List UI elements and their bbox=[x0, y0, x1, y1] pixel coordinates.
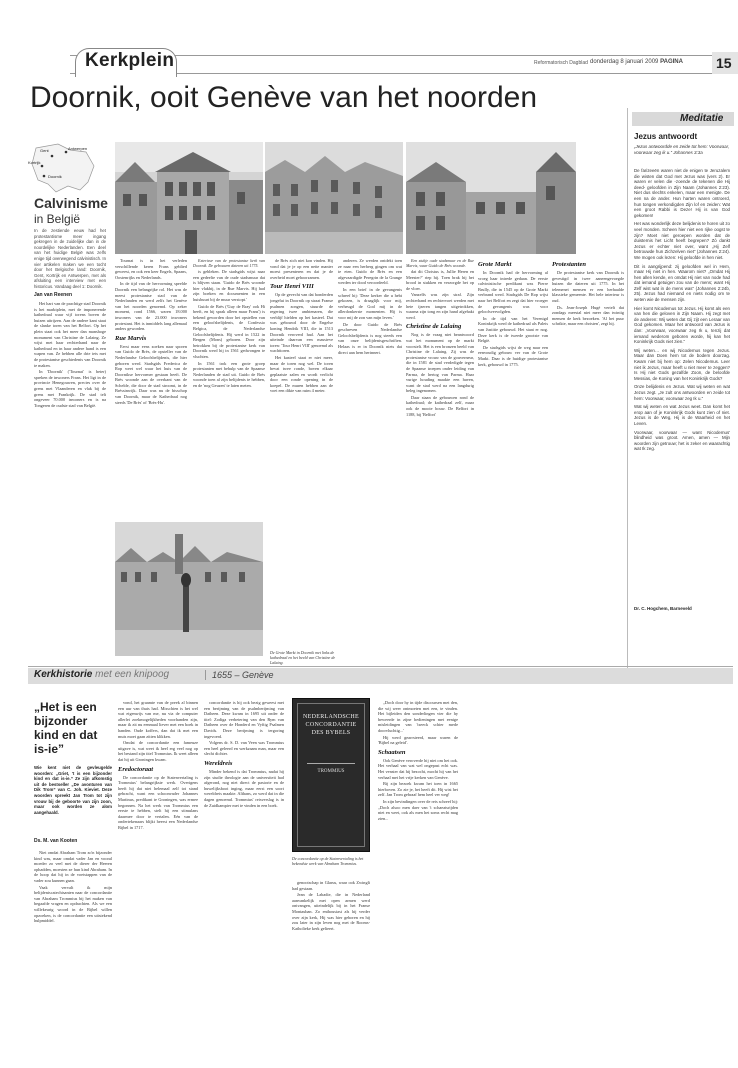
paragraph: De farizeeën waren niet de enigen te Jeruzalem die wisten dat God met Jezus was (vers 2). Er waren er velen die -zoende de tekenen die Hij deed- geloofden in Zijn Naam (Johannes 2:23). Niet dus slechts enkelen, maar een menigte. De een na de ander. Hun harten waren ontroerd, hun tongen verkondigden Zijn lof en zeiden: Wat een groot Rabbi is Deze! Hij is van God gekomen! bbox=[634, 168, 730, 218]
paragraph: Eerst maar eens zoeken naar sporen van Guido de Brès, de opsteller van de Nederlandse Geloofsbelijdenis, die hier geboren werd. Stadsgids Frederica de Rop weet wel waar het huis van de Doornikse hervormer gestaan heeft. De Brès woonde aan de overkant van de Schelde, die door de stad stroomt, in de Bréssinwijk. Daar was nu de bisschop van Doornik, maar de Kathedraal nog steeds 'De Brès' of 'Brès-Hu'. bbox=[115, 343, 187, 405]
map-outline bbox=[28, 142, 98, 197]
paragraph: Vaak vervalt ik mijn belijdeniscatechisanten naar de concordantie van Abraham Trommius bij het maken van begaafde vragen en opdrachten. Als we een willekeurig woord in de Bijbel willen opzoeken, is de concordantie een uitstekend hulpmiddel. bbox=[34, 884, 112, 924]
byline: Jan van Reenen bbox=[34, 292, 73, 298]
paragraph: Voorwaar, voorwaar — want Nicodemus' blindheid was groot. Amen, amen — Mijn woorden zijn getrouw; het is zeker en waarachtig wat Ik zeg. bbox=[634, 429, 730, 452]
paragraph: Nog is de vraag niet beantwoord wat het monument op de markt voorstelt. Het is een bronzen beeld van Christine de Lalaing. Zij was de protestantse vrouw van de gouverneur, die in 1581 de stad verdedigde tegen de Spaanse troepen onder leiding van Parma, de hertog van Parma. Haar vurige houding maakte een haven, want de stad werd na een langdurig beleg ingenomen. bbox=[406, 332, 474, 394]
paragraph: Het was wonderlijk deze belijdenis te horen uit zo veel monden. Scheen hier niet een rijke oogst te zijn? Moet niet geroepen worden dat de duisternis het Licht heeft begrepen? Zó dankt Jezus er echter niet over, want „Hij Zelf betrouwde hun Zichzelven niet” (Johannes 2:24). We mogen ook lezen: Hij geloofde in hen niet. bbox=[634, 221, 730, 260]
book-ornament bbox=[307, 763, 355, 764]
meditatie-column bbox=[627, 108, 734, 668]
paragraph: In een brief in de gevangenis schreef hij: 'Deze kerker die u hebt gekozen, is draaglijk voor mij, verheugd de God mij in de allerdonkerste momenten. Hij is voor mij de zon van mijn leven.' bbox=[338, 286, 402, 320]
paragraph: In 1561 trok een grote groep protestanten met behulp van de Spaanse Nederlanden de stad uit. Guido de Brès woonde toen al zijn belijdenis te hebben, en de 'nog Geuzen' te laten meten. bbox=[193, 360, 265, 388]
meditatie-author: Dr. C. Hogchem, Barneveld bbox=[634, 606, 692, 611]
publisher-name: Reformatorisch Dagblad bbox=[534, 60, 588, 66]
book-caption: De concordantie op de Statenvertaling is het bekendste werk van Abraham Trommius. bbox=[292, 856, 364, 866]
kerkhistorie-rule bbox=[28, 666, 733, 667]
paragraph: Daar staan de gebouwen rond de kathedraal; de kathedraal zelf, maar ook de mooie bouw. De Belfort in 1188, bij 'Belfort' bbox=[406, 394, 474, 417]
paragraph: Hier komt Nicodemus tot Jezus. Hij komt als een van hen die geloven in Zijn Naam. Hij zegt met de anderen: Wij weten dat Gij zijt een Leraar van God gekomen. Maar het antwoord van Jezus is dan: „Voorwaar, voorwaar zeg Ik u, tenzij dat iemand wederom geboren worde, hij kan het Koninkrijk Gods niet zien.” bbox=[634, 305, 730, 345]
paragraph: concordantie is hij ook bezig geweest met een berijming van de psalmberijming van Datheen. Deze kwam in 1695 uit onder de titel: Zodiga verbetering van den Rym van Datheen over de Honderd en Vyftig Psalmen Davids. Deze berijming is tergoring ingevoerd. bbox=[204, 700, 284, 739]
paragraph: Ook Genève veroverde hij niet om het ook. Het verhaal van wat wel ongepast echt was. Het venster dat hij bezocht, mocht hij van het verhaal met het vrije kerken van Genève. bbox=[378, 757, 458, 780]
paragraph: Het hart van de prachtige stad Doornik is het marktplein, met de imponerende kathedraal waar vijf torens boven de huizen uitrijzen. Aan de andere kant staat de slanke toren van het Belfort. Op het plein staat ook het meer dan manshoge monument van Christine de Lalaing. Ze wijst met haar rechterhand naar de kathedraal en in haar andere hand is een wapen van. Ze hebben alle drie iets met de protestantse geschiedenis van Doornik te maken. bbox=[34, 301, 106, 368]
paragraph: Vanzelfs was zijn straf. Zijn rechterhand en rechtervoet werden met hete ijzeren tangen uitgetrokken, waarna zijn tong en zijn hand afgehakt werd. bbox=[406, 292, 474, 320]
paragraph: In 'Doornik' ('Tournai' is beter) spreken de inwoners Frans. Het ligt in de provincie Henegouwen, precies over de grens met Vlaanderen en vlak bij de grens met Frankrijk. De stad telt ongeveer 70.000 inwoners en is na Tongeren de oudste stad van België. bbox=[34, 369, 106, 408]
page-header bbox=[0, 0, 738, 80]
article-column-3 bbox=[193, 258, 265, 518]
church-photo bbox=[115, 142, 263, 254]
grote-markt-photo bbox=[115, 522, 263, 656]
old-wall-photo bbox=[406, 142, 576, 254]
street-drawing bbox=[265, 142, 403, 254]
meditatie-title: Jezus antwoordt bbox=[634, 132, 698, 141]
kerkhistorie-column-5 bbox=[378, 700, 458, 1058]
paragraph: De stadsgids wijst de weg naar een eenvoudig gebouw ver van de Grote Markt. Daar is de huidige protestantse kerk, gebouwd in 1775. bbox=[478, 344, 548, 367]
kerkhistorie-column-2 bbox=[118, 700, 198, 1058]
paragraph: In de tijd van de hervorming speelde Doornik een belangrijke rol. Het was de meest protestantse stad van de Nederlanden en werd zelfs het Genève van het noorden genoemd. Op zeker moment, rond 1566, waren 18.000 inwoners van de 23.000 inwoners protestant. Het is inmiddels lang allemaal anders geworden. bbox=[115, 281, 187, 332]
map-label: Kortrijk bbox=[28, 160, 41, 165]
kerkhistorie-column-1 bbox=[34, 850, 112, 1058]
meditatie-quote: „Jezus antwoordde en zeide tot hem: Voorwaar, voorwaar zeg ik u.” Johannes 3:3a bbox=[634, 144, 730, 155]
subheading: Eredoctoraat bbox=[118, 765, 154, 773]
paragraph: Minder bekend is dat Trommius, nadat hij zijn studie theologie aan de universiteit had afgerond, nog niet direct de pastorie en de huwelijksboot inging, maar eerst een soort wereldreis maakte. Althans, zo werd dat in die dagen genoemd. Trommius' reisverslag is in de Zuidkampier met te vinden in een boek. bbox=[204, 768, 284, 808]
paragraph: Volgens dr. S. D. van Veen was Trommius een heel geleerd en werkzaam man, maar een slecht dichter. bbox=[204, 740, 284, 757]
paragraph: Het kasteel staat er niet meer, maar de toren nog wel. De toren bevat twee ronde, boven elkaar geplaatste zalen en wordt verlicht door een ronde opening in de koepel. De muren hebben aan de voet een dikte van ruim 4 meter. bbox=[270, 354, 333, 394]
paragraph: vond, het graamte van de preek al binnen een uur van thuis had. Misschien is het wel wat eigenwijs van me, nu via de computer allerlei zoekmogelijkheden voorhanden zijn, maar ik zit nu eenmaal liever met een boek in handen. Oude koffers, dan dat ik met een muis moet gaan zitten klikken. bbox=[118, 700, 198, 739]
photo-caption: De Grote Markt in Doornik met links de kathedraal en het beeld van Christine de Lalaing. bbox=[270, 650, 336, 665]
header-date bbox=[590, 59, 683, 65]
paragraph: De door Guido de Brès geschreven Nederlandse Geloofsbelijdenis is nog steeds een van onze belijdenisgeschriften. Helaas is er in Doornik niets dat direct aan hem herinnert. bbox=[338, 321, 402, 355]
article-column-8 bbox=[552, 258, 624, 663]
paragraph: In de tijd van het Verenigd Koninkrijk werd de kathedraal als Paleis van Justitie gebouwd. Het staat er nog. Deze kerk is de tweede grootste van België. bbox=[478, 315, 548, 344]
kerkhistorie-intro: Wie kent niet de gevleugelde woorden: „Griet, 't is een bijzonder kind en dat is-ie.” Ze zijn afkomstig uit de bestseller „De avonturen van Dik Trom” van C. Joh. Kieviet. Deze woorden spreekt Jan Trom tot zijn vrouw bij de geboorte van zijn zoon, maar ook worden ze alom aangehaald. bbox=[34, 765, 112, 815]
map-label: Antwerpen bbox=[68, 146, 88, 151]
paragraph: genootschap in Glarus, waar ook Zwingli had gestaan. bbox=[292, 880, 370, 891]
date-text: donderdag 8 januari 2009 bbox=[590, 59, 659, 65]
paragraph: Jean de Labadie, die in Nederland aanvankelijk met open armen werd ontvangen, uiteindelijk bij in het Franse Montauban. Zo enthousiast als hij verder over zijn kerk, Hij was hier geboren en hij zou later in zijn leven nog met de Rooms-Katholieke kerk gelieert. bbox=[292, 892, 370, 931]
sidebar-title: Calvinisme bbox=[34, 195, 108, 211]
paragraph: De protestantse kerk van Doornik is gevestigd in twee aaneengevoegde huizen die dateren uit 1775. In het telemenei mensen er een herhaalde klassieke gemeente. Het hele interieur is oud. bbox=[552, 270, 624, 303]
article-column-4 bbox=[270, 258, 333, 663]
paragraph: Omdat de concordantie een fameuze uitgave is, wat weet ik heel erg veel nog op het bestand zijn titel Trommius. Ik weet alleen dat hij uit Groningen kwam. bbox=[118, 740, 198, 762]
subheading: Christine de Lalaing bbox=[406, 323, 462, 331]
paragraph: Onze belijdenis en Jezus. Wat wij weten en wat Jezus zegt. „Je zult ons antwoorden en zeide tot hem: Voorwaar, voorwaar zeg Ik u.” bbox=[634, 384, 730, 401]
paragraph: is gebleken. De stadsgids wijst naar een gedeelte van de oude stadsmuur dat is blijven staan. 'Guido de Brès woonde hier vlakbij, in de Rue Marvis. Hij had zijn boeken en documenten in een huisbuurt bij de muur verstopt.' bbox=[193, 269, 265, 302]
kerkhistorie-year: 1655 – Genève bbox=[205, 670, 274, 680]
page-number: 15 bbox=[716, 55, 732, 71]
concordantie-book bbox=[292, 698, 370, 852]
paragraph: De concordantie op de Statenvertaling is Trommius' belangrijkste werk. Overigens heeft hij dat niet helemaal zelf tot stand gebracht, want een schoonvader Johannes Martinus, predikant te Groningen, was ermee begonnen. Na het werk van Trommius een eerste te hebben, stelt hij een stimulans daarmee door te vertalen. Eén van de ondertekenaars blijkt heerst een Nederlandse Bijbel in 1717. bbox=[118, 774, 198, 830]
pullquote: „Het is een bijzonder kind en dat is-ie” bbox=[34, 700, 98, 756]
paragraph: de Brès zich niet kon vinden. Hij vond dat je je op een nette manier moest presenteren en dat je de overheid moet gehoorzamen. bbox=[270, 258, 333, 280]
paragraph: Guido de Brès ('Guy de Bray' ook Hi beeft, en hij sprak alleen maar Frans') is bekend geworden door het opstellen van een geloofsbelijdenis, de Confessio Belgica, de Nederlandse Geloofsbelijdenis. Hij werd in 1522 in Bergen (Mons) geboren. Door zijn betrokken bij de protestantse kerk van Doornik werd hij in 1561 gedwongen te vluchten. bbox=[193, 303, 265, 359]
map-label: Gent bbox=[40, 148, 49, 153]
paragraph: In zijn bevindingen over de reis schreef hij: „Doch alsoo men daer van 't schaeatsrijden niet en weet, ook als men het soms recht mag zien... bbox=[378, 798, 458, 821]
paragraph: Op de gevecht van dat bonderden jongelui in Doornik op straat Franse psalmen zongen, stuurde de regering twee ambtenaren, die verblijf hielden op het kasteel. Dat was gebouwd door de Engelse koning Hendrik VIII, die in 1513 Doornik veroverd had. Aan het uiteinde daarvan een massieve toren: 'Tour Henri VIII' genoemd als wachttoren. bbox=[270, 292, 333, 354]
paragraph: dat dit Christus is, Jullie Heren en Meester?' riep hij. Toen brak hij het brood in stukken en verzorgde het op de vloer. bbox=[406, 269, 474, 291]
paragraph: Wat wij weten en wat Jezus weet. Dan komt het erop aan of je Koninkrijk Gods kunt zien of niet. Jezus is de Weg, Hij is de Waarheid en het Leven. bbox=[634, 404, 730, 426]
subheading: Schaatsen bbox=[378, 748, 406, 756]
section-title: Kerkplein bbox=[85, 50, 175, 71]
kerkhistorie-label bbox=[34, 669, 169, 680]
book-author: TROMMIUS bbox=[317, 769, 345, 774]
photo-caption: Exterieur van de protestantse kerk van Doornik. De gebouwen dateren uit 1775. bbox=[193, 258, 265, 268]
street-photo-middle bbox=[265, 142, 403, 254]
photo-caption: Een stukje oude stadsmuur en de Rue Marvis, waar Guido de Brès woonde. bbox=[406, 258, 474, 268]
meditatie-label: Meditatie bbox=[680, 113, 724, 124]
book-title: NEDERLANDSCHE CONCORDANTIE DES BYBELS bbox=[303, 714, 359, 736]
map-label: Doornik bbox=[48, 174, 62, 179]
paragraph: Tournai is in het verleden verschillende keren Frans geblied geweest, en ook een keer Engels, Spaans, Oostenrijks en Nederlands. bbox=[115, 258, 187, 280]
kerkhistorie-label-a: Kerkhistorie bbox=[34, 669, 93, 680]
sidebar-body: In de zestiende eeuw had het protestantisme meer ingang gekregen in de zuidelijke dan in de noordelijke Nederlanden. Een deel van het huidige België was zelfs enige tijd overwegend calvinistisch. In vier artikelen maken we een tocht door het Belgische land: Doornik, Gent, Kortrijk en Antwerpen, met als afsluiting een interview met een historicus. Vandaag deel 1: Doornik. bbox=[34, 228, 106, 289]
kerkhistorie-column-3 bbox=[204, 700, 284, 1058]
belgium-map bbox=[28, 142, 98, 197]
meditatie-body bbox=[634, 168, 730, 598]
article-column-2 bbox=[115, 258, 187, 518]
subheading: Rue Marvis bbox=[115, 334, 147, 342]
kerkhistorie-column-4 bbox=[292, 880, 370, 1058]
paragraph: Niet omdat Abraham Trom zo'n bijzonder kind was, maar omdat vader Jan en vooral moeder zo veel met de dierer der Heeren ophadden, moesten ze hun kind Abraham. In de hoop dat hij in de voetstappen van de vader zou kunnen gaan. bbox=[34, 850, 112, 883]
paragraph: Wij weten… en wij Nicodemus tegen Jezus. Maar dan Doen hem tot de bodem doorzag. Kwam niet bij hem op: Zelen Nicodemus. Leer niet ik Jezus, maar heeft u niet meer te zeggen? Is Hij niet Gods gezalfde Zoon, de beloofde Messias, de Koning van het Koninkrijk Gods? bbox=[634, 347, 730, 381]
paragraph: „Doch door hy in tijde discoursen met den, die wij weer ontmoeten met een, te vinden. Het bijleiden den sonderlingen vier die hy beweerde in zijne bedieningen met eenige misleidingen van 'tseeck schier mede doorvluchtig...' bbox=[378, 700, 458, 733]
subheading: Protestanten bbox=[552, 261, 586, 268]
market-drawing bbox=[115, 522, 263, 656]
wall-drawing bbox=[406, 142, 576, 254]
article-column-6 bbox=[406, 258, 474, 663]
article-column-5 bbox=[338, 258, 402, 663]
article-column-7 bbox=[478, 258, 548, 663]
article-column-1 bbox=[34, 301, 106, 511]
sidebar-subtitle: in België bbox=[34, 212, 81, 226]
paragraph: Ds. Jean-Joseph Hugé vertelt dat zondags meestal niet meer dan twintig mensen de kerk bezoeken. 'Al het puur schrikte, maar een christen', zegt hij. bbox=[552, 304, 624, 327]
article-headline: Doornik, ooit Genève van het noorden bbox=[30, 81, 537, 114]
paragraph: Dit is aangrijpend: zij geloofden wel in Hem, maar Hij niet in hen. Waarom niet? „Omdat Hij hen allen kende, en omdat Hij niet van node had dat iemand getuigen zou van de mens; want Hij Zelf wist wat in de mens was” (Johannes 2:24b, 25). Jezus had niemand en niets nodig om te weten wie de mensen zijn. bbox=[634, 263, 730, 303]
subheading: Grote Markt bbox=[478, 261, 512, 268]
page-label: PAGINA bbox=[660, 59, 683, 65]
church-drawing bbox=[115, 142, 263, 254]
paragraph: anderen. Ze werden ontdekt toen ze naar een herberg gingen om wat te eten. Guido de Brès en een afgevaardigde Peregrin de la Grange werden ter dood veroordeeld. bbox=[338, 258, 402, 286]
paragraph: Hij werd gearrsteerd, maar waren de 'Bijbel na geleid'. bbox=[378, 734, 458, 746]
subheading: Tour Henri VIII bbox=[270, 283, 314, 291]
kerkhistorie-label-b: met een knipoog bbox=[95, 669, 170, 680]
paragraph: In Doornik had de hervorming al vroeg haar intrede gedaan. De eerste calvinistische predikant was Pierre Brully, die in 1545 op de Grote Markt verbrand werd. Stadsgids De Rop wijst naar het Belfort en zegt dat hier vroeger de gevangenis was voor geloofsvervolgden. bbox=[478, 270, 548, 315]
subheading: Wereldreis bbox=[204, 759, 233, 767]
kerkhistorie-byline: Ds. M. van Kooten bbox=[34, 838, 78, 844]
paragraph: Bij zijn bezoek kwam het toen in 1665 hierboven. Zo zie je, het heeft dit. Hij wist het zelf. Jan Trom gebraaf hem heel ver weg! bbox=[378, 781, 458, 798]
